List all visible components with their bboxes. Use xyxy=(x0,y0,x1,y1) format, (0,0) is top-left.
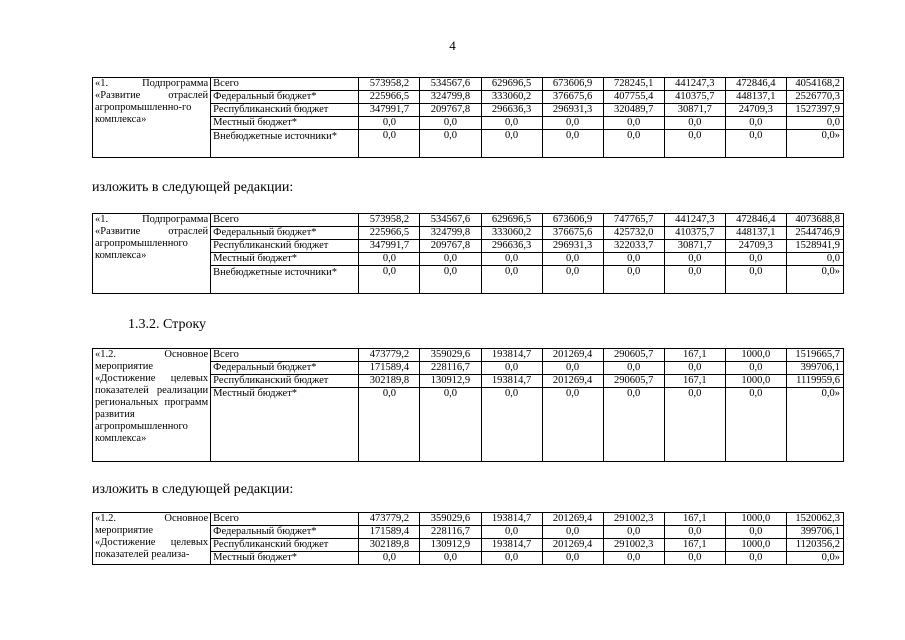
program-label: «1. Подпрограмма «Развитие отраслей агропромышленного комплекса» xyxy=(93,214,211,294)
funding-source: Республиканский бюджет xyxy=(211,375,359,388)
value-cell: 0,0 xyxy=(542,266,603,294)
value-cell: 0,0 xyxy=(481,388,542,462)
value-cell: 201269,4 xyxy=(542,513,603,526)
total-cell: 1527397,9 xyxy=(786,104,843,117)
value-cell: 1000,0 xyxy=(725,513,786,526)
value-cell: 333060,2 xyxy=(481,227,542,240)
total-cell: 0,0» xyxy=(786,266,843,294)
funding-source: Федеральный бюджет* xyxy=(211,227,359,240)
value-cell: 324799,8 xyxy=(420,227,481,240)
value-cell: 441247,3 xyxy=(664,78,725,91)
value-cell: 291002,3 xyxy=(603,513,664,526)
value-cell: 302189,8 xyxy=(359,539,420,552)
table-row xyxy=(93,78,844,91)
value-cell: 473779,2 xyxy=(359,513,420,526)
value-cell: 0,0 xyxy=(603,117,664,130)
funding-source: Всего xyxy=(211,349,359,362)
value-cell: 0,0 xyxy=(420,117,481,130)
value-cell: 573958,2 xyxy=(359,78,420,91)
value-cell: 290605,7 xyxy=(603,375,664,388)
total-cell: 0,0 xyxy=(786,117,843,130)
value-cell: 359029,6 xyxy=(420,513,481,526)
value-cell: 472846,4 xyxy=(725,214,786,227)
value-cell: 347991,7 xyxy=(359,240,420,253)
value-cell: 534567,6 xyxy=(420,78,481,91)
funding-source: Всего xyxy=(211,78,359,91)
value-cell: 24709,3 xyxy=(725,240,786,253)
value-cell: 296636,3 xyxy=(481,104,542,117)
value-cell: 0,0 xyxy=(725,526,786,539)
value-cell: 30871,7 xyxy=(664,240,725,253)
value-cell: 0,0 xyxy=(542,362,603,375)
value-cell: 0,0 xyxy=(420,130,481,158)
total-cell: 0,0» xyxy=(786,130,843,158)
value-cell: 209767,8 xyxy=(420,240,481,253)
value-cell: 472846,4 xyxy=(725,78,786,91)
value-cell: 629696,5 xyxy=(481,214,542,227)
value-cell: 425732,0 xyxy=(603,227,664,240)
value-cell: 0,0 xyxy=(603,526,664,539)
value-cell: 0,0 xyxy=(542,552,603,565)
value-cell: 728245,1 xyxy=(603,78,664,91)
value-cell: 171589,4 xyxy=(359,362,420,375)
total-cell: 2526770,3 xyxy=(786,91,843,104)
value-cell: 0,0 xyxy=(603,266,664,294)
value-cell: 167,1 xyxy=(664,349,725,362)
funding-source: Федеральный бюджет* xyxy=(211,526,359,539)
section-heading: 1.3.2. Строку xyxy=(128,317,207,332)
funding-source: Всего xyxy=(211,214,359,227)
intro-text-2: изложить в следующей редакции: xyxy=(92,482,294,497)
value-cell: 0,0 xyxy=(725,253,786,266)
value-cell: 441247,3 xyxy=(664,214,725,227)
value-cell: 0,0 xyxy=(664,266,725,294)
value-cell: 0,0 xyxy=(359,253,420,266)
value-cell: 167,1 xyxy=(664,513,725,526)
value-cell: 0,0 xyxy=(603,253,664,266)
value-cell: 0,0 xyxy=(542,526,603,539)
value-cell: 1000,0 xyxy=(725,349,786,362)
value-cell: 0,0 xyxy=(481,266,542,294)
value-cell: 0,0 xyxy=(420,552,481,565)
total-cell: 4054168,2 xyxy=(786,78,843,91)
value-cell: 0,0 xyxy=(481,552,542,565)
total-cell: 1520062,3 xyxy=(786,513,843,526)
value-cell: 0,0 xyxy=(664,253,725,266)
value-cell: 0,0 xyxy=(664,130,725,158)
value-cell: 296931,3 xyxy=(542,104,603,117)
total-cell: 1528941,9 xyxy=(786,240,843,253)
value-cell: 193814,7 xyxy=(481,349,542,362)
funding-source: Местный бюджет* xyxy=(211,253,359,266)
value-cell: 448137,1 xyxy=(725,227,786,240)
value-cell: 228116,7 xyxy=(420,362,481,375)
value-cell: 0,0 xyxy=(603,130,664,158)
value-cell: 0,0 xyxy=(664,362,725,375)
total-cell: 1519665,7 xyxy=(786,349,843,362)
value-cell: 130912,9 xyxy=(420,375,481,388)
funding-source: Республиканский бюджет xyxy=(211,240,359,253)
value-cell: 228116,7 xyxy=(420,526,481,539)
value-cell: 193814,7 xyxy=(481,513,542,526)
value-cell: 410375,7 xyxy=(664,227,725,240)
total-cell: 0,0» xyxy=(786,388,843,462)
value-cell: 0,0 xyxy=(481,526,542,539)
value-cell: 0,0 xyxy=(542,388,603,462)
value-cell: 534567,6 xyxy=(420,214,481,227)
funding-source: Республиканский бюджет xyxy=(211,104,359,117)
value-cell: 201269,4 xyxy=(542,375,603,388)
value-cell: 225966,5 xyxy=(359,91,420,104)
value-cell: 320489,7 xyxy=(603,104,664,117)
value-cell: 0,0 xyxy=(481,362,542,375)
value-cell: 359029,6 xyxy=(420,349,481,362)
value-cell: 0,0 xyxy=(725,130,786,158)
intro-text-1: изложить в следующей редакции: xyxy=(92,180,294,195)
value-cell: 333060,2 xyxy=(481,91,542,104)
funding-source: Местный бюджет* xyxy=(211,117,359,130)
value-cell: 0,0 xyxy=(725,552,786,565)
budget-table-1-old xyxy=(92,77,844,158)
value-cell: 201269,4 xyxy=(542,539,603,552)
funding-source: Республиканский бюджет xyxy=(211,539,359,552)
total-cell: 1119959,6 xyxy=(786,375,843,388)
value-cell: 0,0 xyxy=(481,117,542,130)
value-cell: 0,0 xyxy=(725,266,786,294)
value-cell: 407755,4 xyxy=(603,91,664,104)
value-cell: 0,0 xyxy=(664,552,725,565)
value-cell: 473779,2 xyxy=(359,349,420,362)
funding-source: Всего xyxy=(211,513,359,526)
value-cell: 0,0 xyxy=(359,388,420,462)
value-cell: 0,0 xyxy=(725,388,786,462)
total-cell: 4073688,8 xyxy=(786,214,843,227)
value-cell: 0,0 xyxy=(603,388,664,462)
program-label: «1. Подпрограмма «Развитие отраслей агропромышленно-го комплекса» xyxy=(93,78,211,158)
value-cell: 302189,8 xyxy=(359,375,420,388)
value-cell: 0,0 xyxy=(420,388,481,462)
value-cell: 573958,2 xyxy=(359,214,420,227)
total-cell: 0,0» xyxy=(786,552,843,565)
total-cell: 399706,1 xyxy=(786,362,843,375)
value-cell: 291002,3 xyxy=(603,539,664,552)
total-cell: 399706,1 xyxy=(786,526,843,539)
funding-source: Местный бюджет* xyxy=(211,388,359,462)
value-cell: 0,0 xyxy=(542,253,603,266)
value-cell: 0,0 xyxy=(725,362,786,375)
budget-table-2-new xyxy=(92,512,844,565)
value-cell: 24709,3 xyxy=(725,104,786,117)
value-cell: 201269,4 xyxy=(542,349,603,362)
total-cell: 0,0 xyxy=(786,253,843,266)
value-cell: 1000,0 xyxy=(725,375,786,388)
value-cell: 673606,9 xyxy=(542,78,603,91)
value-cell: 0,0 xyxy=(420,266,481,294)
value-cell: 0,0 xyxy=(664,388,725,462)
value-cell: 673606,9 xyxy=(542,214,603,227)
value-cell: 296931,3 xyxy=(542,240,603,253)
funding-source: Федеральный бюджет* xyxy=(211,362,359,375)
value-cell: 448137,1 xyxy=(725,91,786,104)
value-cell: 0,0 xyxy=(481,253,542,266)
value-cell: 130912,9 xyxy=(420,539,481,552)
value-cell: 0,0 xyxy=(359,117,420,130)
value-cell: 0,0 xyxy=(664,526,725,539)
budget-table-2-old xyxy=(92,348,844,462)
value-cell: 747765,7 xyxy=(603,214,664,227)
funding-source: Федеральный бюджет* xyxy=(211,91,359,104)
value-cell: 296636,3 xyxy=(481,240,542,253)
total-cell: 1120356,2 xyxy=(786,539,843,552)
value-cell: 322033,7 xyxy=(603,240,664,253)
budget-table-1-new xyxy=(92,213,844,294)
value-cell: 0,0 xyxy=(481,130,542,158)
funding-source: Внебюджетные источники* xyxy=(211,266,359,294)
value-cell: 0,0 xyxy=(359,552,420,565)
table-row xyxy=(93,214,844,227)
value-cell: 171589,4 xyxy=(359,526,420,539)
value-cell: 0,0 xyxy=(359,130,420,158)
value-cell: 0,0 xyxy=(664,117,725,130)
value-cell: 0,0 xyxy=(420,253,481,266)
value-cell: 290605,7 xyxy=(603,349,664,362)
total-cell: 2544746,9 xyxy=(786,227,843,240)
page-number: 4 xyxy=(449,38,456,53)
value-cell: 0,0 xyxy=(603,552,664,565)
funding-source: Внебюджетные источники* xyxy=(211,130,359,158)
value-cell: 193814,7 xyxy=(481,375,542,388)
program-label: «1.2. Основное мероприятие «Достижение целевых показателей реализа- xyxy=(93,513,211,565)
program-label: «1.2. Основное мероприятие «Достижение целевых показателей реализации региональных программ развития агропромышленного комплекса» xyxy=(93,349,211,462)
value-cell: 410375,7 xyxy=(664,91,725,104)
funding-source: Местный бюджет* xyxy=(211,552,359,565)
value-cell: 0,0 xyxy=(542,117,603,130)
table-row xyxy=(93,349,844,362)
table-row xyxy=(93,513,844,526)
value-cell: 1000,0 xyxy=(725,539,786,552)
value-cell: 225966,5 xyxy=(359,227,420,240)
value-cell: 324799,8 xyxy=(420,91,481,104)
value-cell: 0,0 xyxy=(603,362,664,375)
value-cell: 629696,5 xyxy=(481,78,542,91)
value-cell: 0,0 xyxy=(725,117,786,130)
value-cell: 167,1 xyxy=(664,375,725,388)
value-cell: 347991,7 xyxy=(359,104,420,117)
value-cell: 0,0 xyxy=(542,130,603,158)
value-cell: 30871,7 xyxy=(664,104,725,117)
value-cell: 376675,6 xyxy=(542,91,603,104)
value-cell: 209767,8 xyxy=(420,104,481,117)
value-cell: 167,1 xyxy=(664,539,725,552)
value-cell: 376675,6 xyxy=(542,227,603,240)
value-cell: 193814,7 xyxy=(481,539,542,552)
value-cell: 0,0 xyxy=(359,266,420,294)
